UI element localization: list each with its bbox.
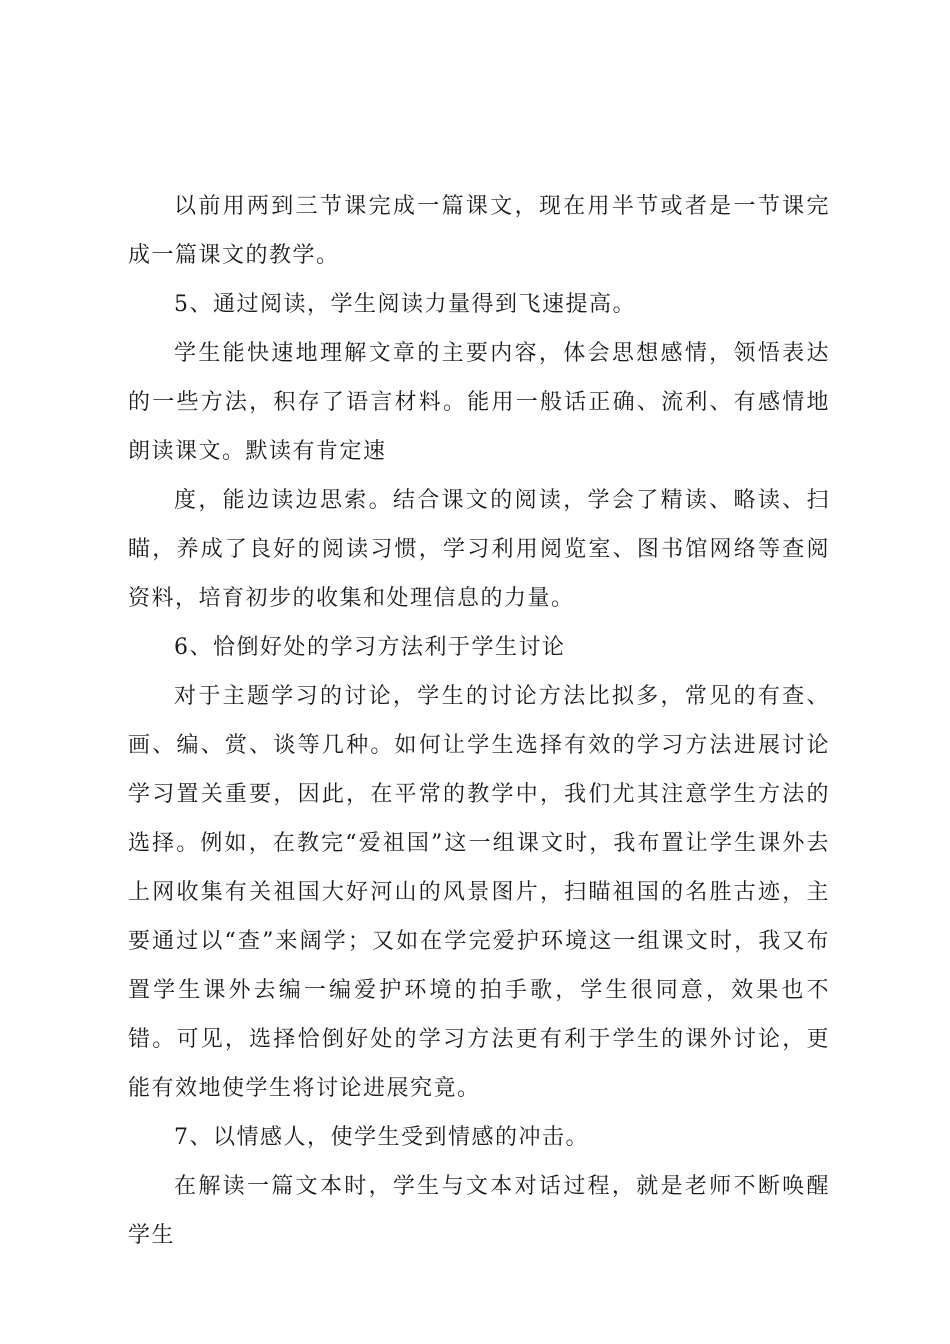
document-body bbox=[128, 182, 830, 1260]
section-heading-7: 7、以情感人，使学生受到情感的冲击。 bbox=[174, 1125, 589, 1150]
paragraph: 对于主题学习的讨论，学生的讨论方法比拟多，常见的有查、画、编、赏、谈等几种。如何让学生选择有效的学习方法进展讨论学习置关重要，因此，在平常的教学中，我们尤其注意学生方法的选择。例如，在教完“爱祖国”这一组课文时，我布置让学生课外去上网收集有关祖国大好河山的风景图片，扫瞄祖国的名胜古迹，主要通过以“查”来阔学；又如在学完爱护环境这一组课文时，我又布置学生课外去编一编爱护环境的拍手歌，学生很同意，效果也不错。可见，选择恰倒好处的学习方法更有利于学生的课外讨论，更能有效地使学生将讨论进展究竟。 bbox=[128, 684, 830, 1101]
section-heading-5: 5、通过阅读，学生阅读力量得到飞速提高。 bbox=[174, 292, 636, 317]
paragraph: 学生能快速地理解文章的主要内容，体会思想感情，领悟表达的一些方法，积存了语言材料。能用一般话正确、流利、有感情地朗读课文。默读有肯定速 bbox=[128, 341, 830, 464]
paragraph: 在解读一篇文本时，学生与文本对话过程，就是老师不断唤醒学生 bbox=[128, 1174, 830, 1248]
paragraph: 以前用两到三节课完成一篇课文，现在用半节或者是一节课完成一篇课文的教学。 bbox=[128, 194, 830, 268]
section-heading-6: 6、恰倒好处的学习方法利于学生讨论 bbox=[174, 635, 566, 660]
paragraph: 度，能边读边思索。结合课文的阅读，学会了精读、略读、扫瞄，养成了良好的阅读习惯，学习利用阅览室、图书馆网络等查阅资料，培育初步的收集和处理信息的力量。 bbox=[128, 488, 830, 611]
